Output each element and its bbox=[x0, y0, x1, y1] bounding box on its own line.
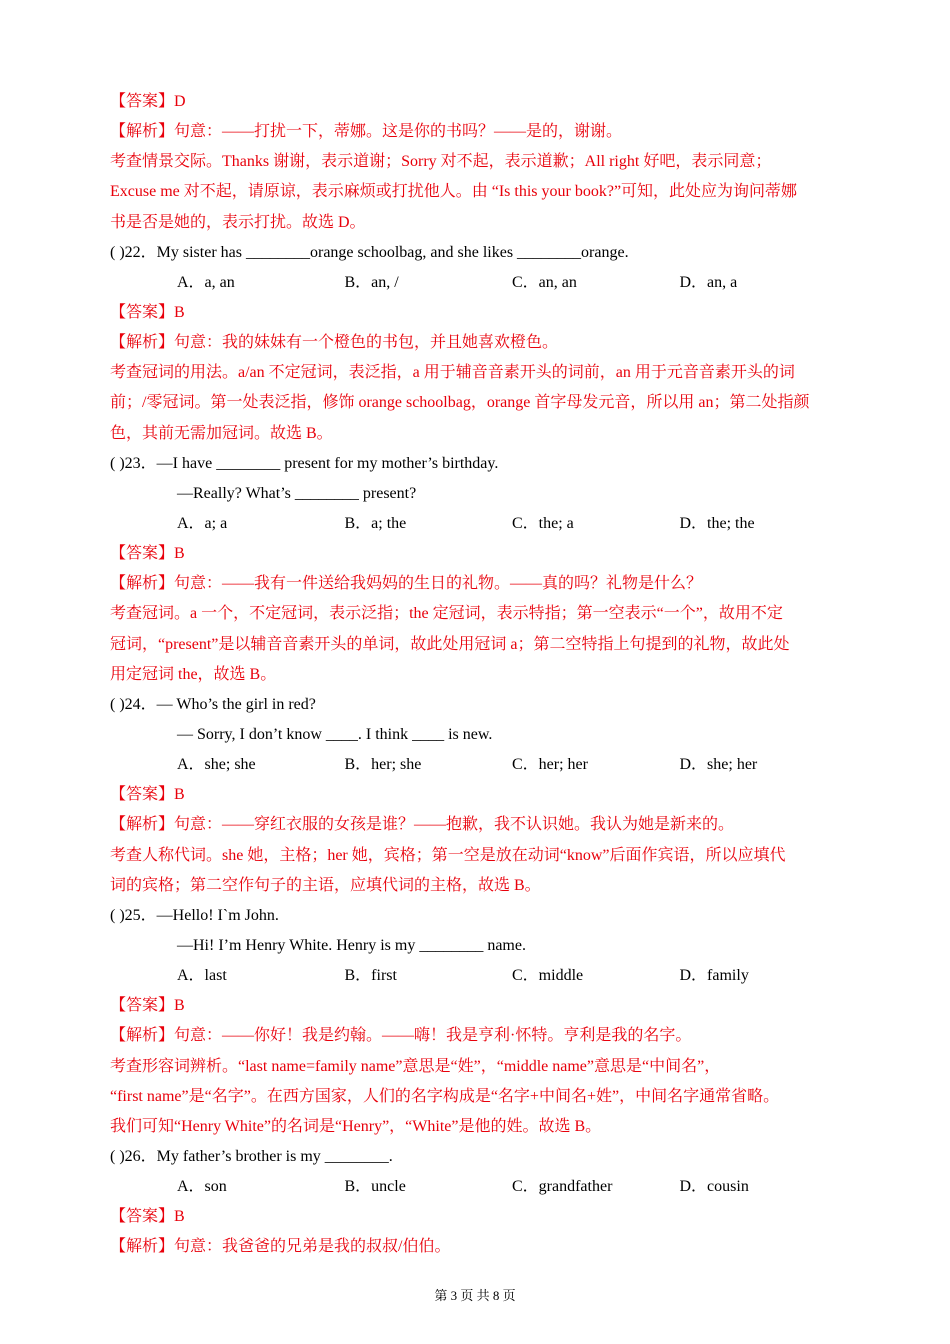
analysis-26-line-1: 【解析】句意：我爸爸的兄弟是我的叔叔/伯伯。 bbox=[110, 1238, 451, 1256]
analysis-23-line-4: 用定冠词 the，故选 B。 bbox=[110, 665, 277, 683]
analysis-22-line-3: 前；/零冠词。第一处表泛指，修饰 orange schoolbag，orange 首字母发元音，所以用 an；第二处指颜 bbox=[110, 394, 810, 412]
analysis-24-line-3: 词的宾格；第二空作句子的主语，应填代词的主格，故选 B。 bbox=[110, 876, 541, 894]
option-d: D．an, a bbox=[679, 273, 738, 291]
option-b: B．an, / bbox=[344, 273, 399, 291]
answer-25: 【答案】B bbox=[110, 997, 185, 1015]
question-23-stem-2: —Really? What’s ________ present? bbox=[177, 484, 417, 502]
option-d: D．the; the bbox=[679, 514, 755, 532]
page-content bbox=[110, 87, 855, 1262]
analysis-25-line-1: 【解析】句意：——你好！我是约翰。——嗨！我是亨利·怀特。亨利是我的名字。 bbox=[110, 1027, 692, 1045]
option-c: C．the; a bbox=[512, 514, 574, 532]
question-23-options bbox=[110, 509, 855, 539]
question-24-stem-2: — Sorry, I don’t know ____. I think ____ is new. bbox=[177, 725, 493, 743]
question-22-stem: ( )22．My sister has ________orange schoolbag, and she likes ________orange. bbox=[110, 243, 629, 261]
question-26-stem: ( )26．My father’s brother is my ________. bbox=[110, 1147, 393, 1165]
option-d: D．family bbox=[679, 967, 749, 985]
question-26-options bbox=[110, 1172, 855, 1202]
analysis-24-line-1: 【解析】句意：——穿红衣服的女孩是谁？——抱歉，我不认识她。我认为她是新来的。 bbox=[110, 816, 735, 834]
option-d: D．cousin bbox=[679, 1178, 749, 1196]
analysis-23-line-3: 冠词，“present”是以辅音音素开头的单词，故此处用冠词 a；第二空特指上句提到的礼物，故此处 bbox=[110, 635, 790, 653]
option-a: A．she; she bbox=[177, 756, 256, 774]
option-a: A．last bbox=[177, 967, 227, 985]
option-b: B．her; she bbox=[344, 756, 422, 774]
option-d: D．she; her bbox=[679, 756, 758, 774]
answer-21: 【答案】D bbox=[110, 93, 186, 110]
analysis-25-line-2: 考查形容词辨析。“last name=family name”意思是“姓”，“middle name”意思是“中间名”， bbox=[110, 1057, 721, 1075]
option-c: C．her; her bbox=[512, 756, 588, 774]
analysis-21-line-4: 书是否是她的，表示打扰。故选 D。 bbox=[110, 213, 366, 231]
analysis-23-line-1: 【解析】句意：——我有一件送给我妈妈的生日的礼物。——真的吗？礼物是什么？ bbox=[110, 575, 703, 593]
analysis-21-line-2: 考查情景交际。Thanks 谢谢，表示道谢；Sorry 对不起，表示道歉；All right 好吧，表示同意； bbox=[110, 153, 772, 171]
question-24-options bbox=[110, 750, 855, 780]
option-a: A．son bbox=[177, 1178, 227, 1196]
analysis-22-line-4: 色，其前无需加冠词。故选 B。 bbox=[110, 424, 333, 442]
option-a: A．a; a bbox=[177, 514, 228, 532]
question-24-stem: ( )24．— Who’s the girl in red? bbox=[110, 695, 316, 713]
question-22-options bbox=[110, 268, 855, 298]
analysis-23-line-2: 考查冠词。a 一个，不定冠词，表示泛指；the 定冠词，表示特指；第一空表示“一个”，故用不定 bbox=[110, 605, 783, 623]
question-23-stem: ( )23．—I have ________ present for my mother’s birthday. bbox=[110, 454, 499, 472]
option-c: C．middle bbox=[512, 967, 584, 985]
answer-22: 【答案】B bbox=[110, 303, 185, 321]
analysis-22-line-1: 【解析】句意：我的妹妹有一个橙色的书包，并且她喜欢橙色。 bbox=[110, 334, 559, 352]
analysis-21-line-3: Excuse me 对不起，请原谅，表示麻烦或打扰他人。由 “Is this your book?”可知，此处应为询问蒂娜 bbox=[110, 183, 798, 201]
analysis-25-line-4: 我们可知“Henry White”的名词是“Henry”，“White”是他的姓。故选 B。 bbox=[110, 1117, 602, 1135]
option-c: C．an, an bbox=[512, 273, 577, 291]
answer-24: 【答案】B bbox=[110, 786, 185, 804]
answer-26: 【答案】B bbox=[110, 1208, 185, 1226]
analysis-22-line-2: 考查冠词的用法。a/an 不定冠词，表泛指，a 用于辅音音素开头的词前，an 用于元音音素开头的词 bbox=[110, 364, 795, 382]
analysis-25-line-3: “first name”是“名字”。在西方国家，人们的名字构成是“名字+中间名+姓”，中间名字通常省略。 bbox=[110, 1087, 780, 1105]
option-a: A．a, an bbox=[177, 273, 235, 291]
option-b: B．first bbox=[344, 967, 397, 985]
option-b: B．a; the bbox=[344, 514, 407, 532]
analysis-21-line-1: 【解析】句意：——打扰一下，蒂娜。这是你的书吗？——是的，谢谢。 bbox=[110, 123, 623, 141]
analysis-24-line-2: 考查人称代词。she 她，主格；her 她，宾格；第一空是放在动词“know”后面作宾语，所以应填代 bbox=[110, 846, 786, 864]
question-25-stem-2: —Hi! I’m Henry White. Henry is my ________ name. bbox=[177, 936, 526, 954]
question-25-stem: ( )25．—Hello! I`m John. bbox=[110, 906, 279, 924]
option-b: B．uncle bbox=[344, 1178, 406, 1196]
question-25-options bbox=[110, 961, 855, 991]
option-c: C．grandfather bbox=[512, 1178, 613, 1196]
answer-23: 【答案】B bbox=[110, 545, 185, 563]
page-number: 第 3 页 共 8 页 bbox=[434, 1288, 516, 1303]
